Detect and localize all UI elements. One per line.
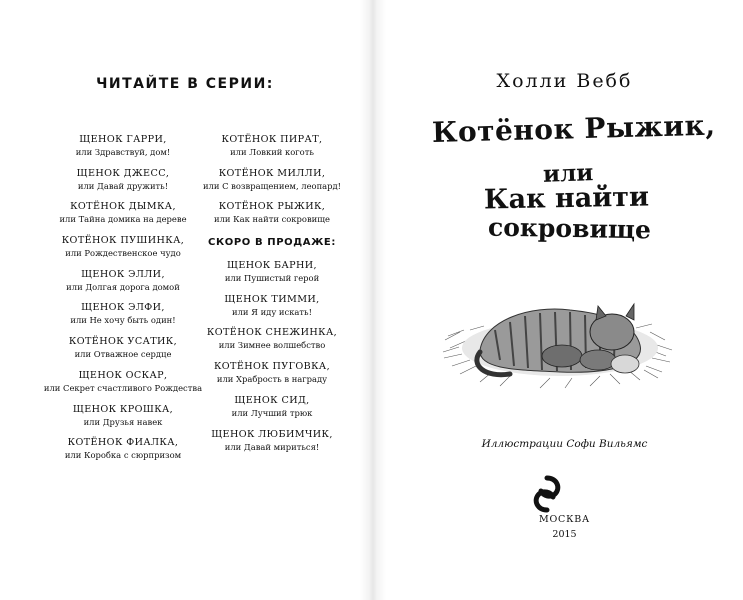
book-title: ЩЕНОК СИД, <box>234 394 310 406</box>
kitten-small-2 <box>580 350 616 370</box>
title-line-2: или <box>542 159 594 188</box>
book-subtitle: или Коробка с сюрпризом <box>64 450 182 461</box>
book-subtitle: или Я иду искать! <box>232 306 312 317</box>
book-subtitle: или Долгая дорога домой <box>66 281 180 292</box>
book-subtitle: или Храбрость в награду <box>216 374 328 385</box>
author-name: Холли Вебб <box>496 70 633 92</box>
book-subtitle: или Не хочу быть один! <box>70 315 176 326</box>
book-subtitle: или С возвращением, леопард! <box>202 180 342 191</box>
book-subtitle: или Друзья навек <box>83 416 163 427</box>
book-title: ЩЕНОК ТИММИ, <box>224 293 320 305</box>
list-item <box>182 201 362 235</box>
list-item <box>182 361 362 395</box>
book-title: ЩЕНОК КРОШКА, <box>72 403 174 415</box>
book-title: КОТЁНОК СНЕЖИНКА, <box>206 327 338 339</box>
book-title: КОТЁНОК ПУГОВКА, <box>213 361 331 373</box>
book-title: ЩЕНОК ДЖЕСС, <box>76 167 170 179</box>
kitten-small-3 <box>611 355 639 373</box>
list-item <box>182 294 362 328</box>
publisher-city: МОСКВА <box>538 514 591 525</box>
book-title: КОТЁНОК УСАТИК, <box>68 336 178 348</box>
book-subtitle: или Ловкий коготь <box>230 147 314 157</box>
book-title: ЩЕНОК ЭЛЛИ, <box>81 268 165 280</box>
book-subtitle: или Как найти сокровище <box>214 214 330 225</box>
title-line-1: Котёнок Рыжик, <box>431 108 716 149</box>
list-item <box>182 327 362 361</box>
list-item <box>182 260 362 294</box>
book-title: КОТЁНОК ПУШИНКА, <box>61 235 185 247</box>
book-subtitle: или Лучший трюк <box>231 407 313 418</box>
book-subtitle: или Пушистый герой <box>224 273 320 284</box>
publication-year: 2015 <box>552 529 577 540</box>
book-subtitle: или Здравствуй, дом! <box>75 147 171 157</box>
book-subtitle: или Секрет счастливого Рождества <box>43 382 203 393</box>
book-title: КОТЁНОК РЫЖИК, <box>218 201 326 213</box>
list-item <box>182 168 362 202</box>
book-subtitle: или Рождественское чудо <box>65 248 181 259</box>
book-subtitle: или Давай дружить! <box>77 180 169 191</box>
coming-soon-heading: СКОРО В ПРОДАЖЕ: <box>208 237 336 249</box>
book-title: ЩЕНОК БАРНИ, <box>226 260 317 272</box>
book-subtitle: или Тайна домика на дереве <box>59 214 187 225</box>
illustrator-credit: Иллюстрации Софи Вильямс <box>481 438 648 450</box>
eksmo-logo-icon <box>527 474 567 514</box>
title-line-4: сокровище <box>487 212 652 245</box>
book-title: КОТЁНОК МИЛЛИ, <box>218 167 326 179</box>
list-item <box>182 134 362 168</box>
book-title: КОТЁНОК ФИАЛКА, <box>67 437 179 449</box>
series-list-right <box>182 134 362 462</box>
book-title: ЩЕНОК ГАРРИ, <box>79 134 167 145</box>
kitten-small-1 <box>542 345 582 367</box>
book-title: ЩЕНОК ЭЛФИ, <box>81 302 165 314</box>
list-item <box>182 395 362 429</box>
kittens-illustration <box>440 270 680 395</box>
title-line-3: Как найти <box>483 181 650 216</box>
book-subtitle: или Отважное сердце <box>74 349 172 360</box>
book-subtitle: или Давай мириться! <box>224 441 320 452</box>
book-title: ЩЕНОК ОСКАР, <box>78 369 168 381</box>
list-item <box>182 429 362 463</box>
book-title: КОТЁНОК ПИРАТ, <box>221 134 323 145</box>
series-title: ЧИТАЙТЕ В СЕРИИ: <box>96 76 274 92</box>
book-subtitle: или Зимнее волшебство <box>218 340 326 351</box>
book-title: ЩЕНОК ЛЮБИМЧИК, <box>211 428 333 440</box>
book-title: КОТЁНОК ДЫМКА, <box>70 201 176 213</box>
